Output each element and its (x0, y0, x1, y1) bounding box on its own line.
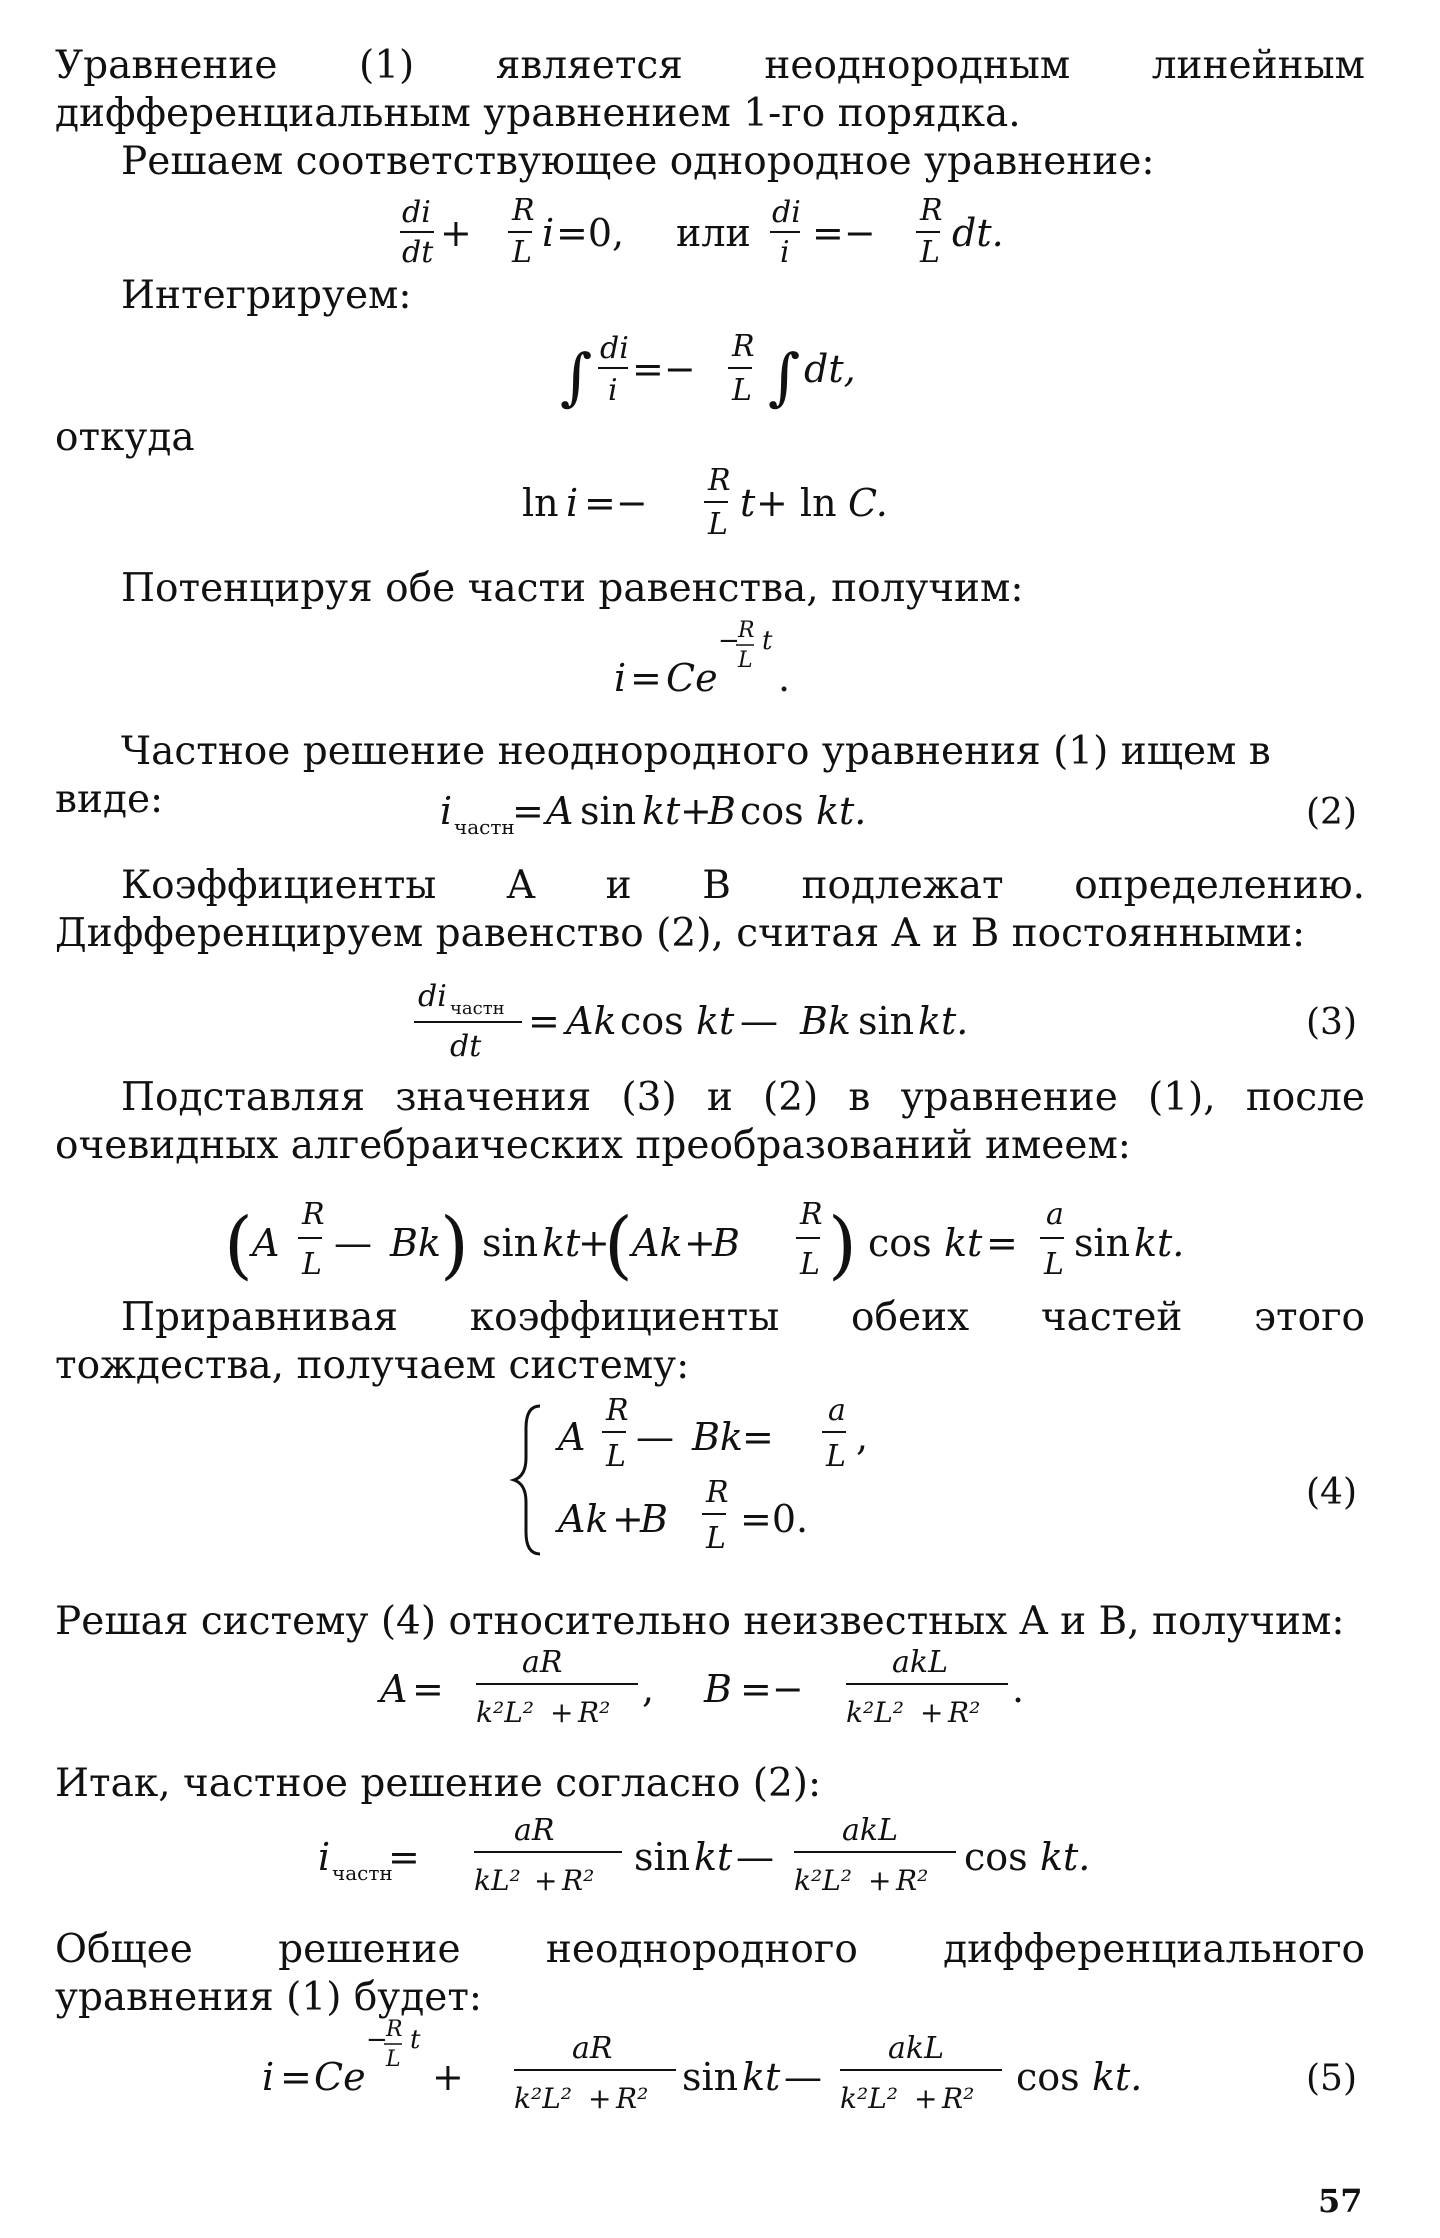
svg-text:i: i (542, 211, 555, 255)
svg-text:=: = (388, 1835, 420, 1879)
svg-text:=0.: =0. (740, 1497, 809, 1541)
or-word: или (676, 211, 751, 255)
svg-text:i: i (318, 1835, 331, 1879)
svg-text:k²L²: k²L² (476, 1696, 535, 1729)
svg-text:Bk: Bk (800, 999, 851, 1043)
svg-text:cos: cos (1016, 2055, 1080, 2099)
svg-text:R: R (706, 1475, 729, 1510)
svg-text:∫: ∫ (560, 340, 593, 413)
svg-text:a: a (828, 1393, 846, 1428)
svg-text:k²L²: k²L² (840, 2082, 899, 2115)
svg-text:di: di (418, 979, 447, 1014)
svg-text:B: B (640, 1497, 668, 1541)
svg-text:kt: kt (642, 789, 681, 833)
svg-text:−: − (366, 2025, 388, 2055)
svg-text:ln: ln (522, 481, 559, 525)
svg-text:dt,: dt, (804, 347, 856, 391)
svg-text:L: L (738, 648, 753, 673)
svg-text:akL: akL (888, 2031, 944, 2066)
svg-text:i: i (440, 789, 453, 833)
svg-text:): ) (828, 1202, 857, 1288)
page-number: 57 (1318, 2182, 1363, 2220)
svg-text:L: L (606, 1439, 626, 1474)
svg-text:sin: sin (682, 2055, 739, 2099)
svg-text:di: di (402, 195, 431, 230)
svg-text:Ak: Ak (558, 1497, 609, 1541)
svg-text:—: — (784, 2055, 822, 2099)
svg-text:kt: kt (742, 2055, 781, 2099)
subscript-chastn-derivative: частн (450, 998, 505, 1019)
svg-text:L: L (708, 507, 728, 542)
paragraph-whence: откуда (55, 415, 195, 460)
paragraph-potentiate: Потенцируя обе части равенства, получим: (121, 566, 1024, 611)
svg-text:B: B (712, 1221, 740, 1265)
svg-text:=0,: =0, (556, 211, 625, 255)
svg-text:a: a (1046, 1197, 1064, 1232)
svg-text:i: i (614, 656, 627, 700)
svg-text:+: + (432, 2055, 464, 2099)
svg-text:R: R (302, 1197, 325, 1232)
svg-text:L: L (1044, 1247, 1064, 1282)
svg-text:kL²: kL² (474, 1864, 521, 1897)
svg-text:=−: =− (584, 481, 648, 525)
svg-text:(: ( (224, 1202, 253, 1288)
paragraph-thus: Итак, частное решение согласно (2): (55, 1761, 822, 1806)
paragraph-solve-system: Решая систему (4) относительно неизвестных A и B, получим: (55, 1599, 1345, 1644)
svg-text:sin: sin (634, 1835, 691, 1879)
svg-text:L: L (826, 1439, 846, 1474)
svg-text:kt.: kt. (816, 789, 867, 833)
subscript-chastn-solution: частн (332, 1861, 393, 1885)
svg-text:R: R (920, 193, 943, 228)
svg-text:R: R (606, 1393, 629, 1428)
svg-text:cos: cos (620, 999, 684, 1043)
svg-text:=: = (412, 1667, 444, 1711)
paragraph-substitution: Подставляя значения (3) и (2) в уравнение (1), после очевидных алгебраических преобразований имеем: (55, 1075, 1365, 1168)
svg-text:L: L (302, 1247, 322, 1282)
svg-text:dt.: dt. (952, 211, 1004, 255)
svg-text:+ ln: + ln (756, 481, 837, 525)
svg-text:B: B (704, 1667, 732, 1711)
svg-text:=: = (630, 656, 662, 700)
svg-text:R²: R² (578, 1696, 611, 1729)
svg-text:aR: aR (522, 1645, 563, 1680)
svg-text:—: — (740, 999, 778, 1043)
svg-text:,: , (856, 1415, 869, 1459)
svg-text:i: i (566, 481, 579, 525)
svg-text:A: A (252, 1221, 280, 1265)
svg-text:L: L (386, 2047, 401, 2072)
svg-text:L: L (920, 235, 940, 270)
svg-text:+: + (550, 1696, 574, 1729)
svg-text:L: L (512, 235, 532, 270)
subscript-chastn: частн (454, 815, 515, 839)
svg-text:kt: kt (694, 1835, 733, 1879)
equation-tag-5: (5) (1306, 2058, 1357, 2099)
svg-text:akL: akL (892, 1645, 948, 1680)
svg-text:.: . (1012, 1667, 1025, 1711)
svg-text:B: B (708, 789, 736, 833)
paragraph-particular-form: Частное решение неоднородного уравнения (1) ищем в виде: (55, 729, 1271, 822)
svg-text:sin: sin (482, 1221, 539, 1265)
svg-text:sin: sin (1074, 1221, 1131, 1265)
svg-text:i: i (262, 2055, 275, 2099)
svg-text:sin: sin (580, 789, 637, 833)
svg-text:C.: C. (848, 481, 888, 525)
equation-5 (0, 2018, 1440, 2148)
svg-text:Bk: Bk (390, 1221, 441, 1265)
svg-text:R²: R² (616, 2082, 649, 2115)
svg-text:L: L (732, 373, 752, 408)
svg-text:=−: =− (740, 1667, 804, 1711)
svg-text:R: R (732, 329, 755, 364)
svg-text:kt.: kt. (1134, 1221, 1185, 1265)
svg-text:cos: cos (868, 1221, 932, 1265)
paragraph-integrate: Интегрируем: (121, 273, 412, 318)
svg-text:+: + (588, 2082, 612, 2115)
svg-text:di: di (600, 331, 629, 366)
svg-text:L: L (800, 1247, 820, 1282)
svg-text:t: t (762, 626, 773, 656)
svg-text:kt.: kt. (1092, 2055, 1143, 2099)
svg-text:dt: dt (450, 1029, 482, 1064)
svg-text:cos: cos (964, 1835, 1028, 1879)
svg-text:+: + (868, 1864, 892, 1897)
paragraph-solve-homogeneous: Решаем соответствующее однородное уравнение: (121, 139, 1155, 184)
equation-system-4 (0, 1388, 1440, 1568)
paragraph-coefficients: Коэффициенты A и B подлежат определению. Дифференцируем равенство (2), считая A и B постоянными: (55, 863, 1365, 956)
svg-text:i: i (780, 235, 790, 270)
svg-text:+: + (914, 2082, 938, 2115)
svg-text:A: A (546, 789, 574, 833)
svg-text:Bk: Bk (692, 1415, 743, 1459)
svg-text:di: di (772, 195, 801, 230)
svg-text:t: t (740, 481, 756, 525)
svg-text:k²L²: k²L² (794, 1864, 853, 1897)
svg-text:=: = (986, 1221, 1018, 1265)
svg-text:.: . (778, 656, 791, 700)
svg-text:i: i (608, 373, 618, 408)
svg-text:=: = (528, 999, 560, 1043)
svg-text:sin: sin (858, 999, 915, 1043)
svg-text:=−: =− (812, 211, 876, 255)
svg-text:+: + (920, 1696, 944, 1729)
svg-text:kt: kt (542, 1221, 581, 1265)
svg-text:+: + (534, 1864, 558, 1897)
svg-text:Ce: Ce (666, 656, 718, 700)
svg-text:R²: R² (562, 1864, 595, 1897)
svg-text:kt.: kt. (918, 999, 969, 1043)
equation-tag-3: (3) (1306, 1002, 1357, 1043)
svg-text:(: ( (604, 1202, 633, 1288)
svg-text:=−: =− (632, 347, 696, 391)
equation-tag-2: (2) (1306, 792, 1357, 833)
svg-text:R: R (386, 2017, 403, 2042)
svg-text:+: + (612, 1497, 644, 1541)
paragraph-nonhomogeneous-intro: Уравнение (1) является неоднородным линейным дифференциальным уравнением 1-го порядка. (55, 43, 1365, 136)
svg-text:akL: akL (842, 1813, 898, 1848)
svg-text:cos: cos (740, 789, 804, 833)
svg-text:R²: R² (948, 1696, 981, 1729)
svg-text:—: — (334, 1221, 372, 1265)
equation-particular-solution (0, 1808, 1440, 1938)
svg-text:+: + (578, 1221, 610, 1265)
equation-coefficients-AB (0, 1646, 1440, 1776)
svg-text:Ak: Ak (566, 999, 617, 1043)
svg-text:+: + (680, 789, 712, 833)
svg-text:kt: kt (696, 999, 735, 1043)
svg-text:dt: dt (402, 235, 434, 270)
svg-text:Ak: Ak (632, 1221, 683, 1265)
svg-text:—: — (736, 1835, 774, 1879)
svg-text:+: + (440, 211, 472, 255)
svg-text:=: = (280, 2055, 312, 2099)
svg-text:R: R (738, 618, 755, 643)
svg-text:k²L²: k²L² (846, 1696, 905, 1729)
svg-text:—: — (636, 1415, 674, 1459)
svg-text:=: = (512, 789, 544, 833)
svg-text:A: A (380, 1667, 408, 1711)
svg-text:kt: kt (944, 1221, 983, 1265)
svg-text:R²: R² (942, 2082, 975, 2115)
equation-tag-4: (4) (1306, 1472, 1357, 1513)
svg-text:aR: aR (572, 2031, 613, 2066)
svg-text:∫: ∫ (768, 340, 801, 413)
svg-text:k²L²: k²L² (514, 2082, 573, 2115)
svg-text:R: R (512, 193, 535, 228)
svg-text:+: + (684, 1221, 716, 1265)
svg-text:−: − (718, 626, 740, 656)
svg-text:t: t (410, 2025, 421, 2055)
svg-text:kt.: kt. (1040, 1835, 1091, 1879)
equation-exponential (0, 615, 1440, 745)
svg-text:R²: R² (896, 1864, 929, 1897)
svg-text:R: R (708, 463, 731, 498)
paragraph-general-solution: Общее решение неоднородного дифференциального уравнения (1) будет: (55, 1927, 1365, 2020)
svg-text:Ce: Ce (314, 2055, 366, 2099)
paragraph-equate: Приравнивая коэффициенты обеих частей этого тождества, получаем систему: (55, 1295, 1365, 1388)
svg-text:L: L (706, 1521, 726, 1556)
svg-text:=: = (742, 1415, 774, 1459)
svg-text:A: A (558, 1415, 586, 1459)
svg-text:): ) (440, 1202, 469, 1288)
svg-text:R: R (800, 1197, 823, 1232)
svg-text:,: , (642, 1667, 655, 1711)
svg-text:aR: aR (514, 1813, 555, 1848)
